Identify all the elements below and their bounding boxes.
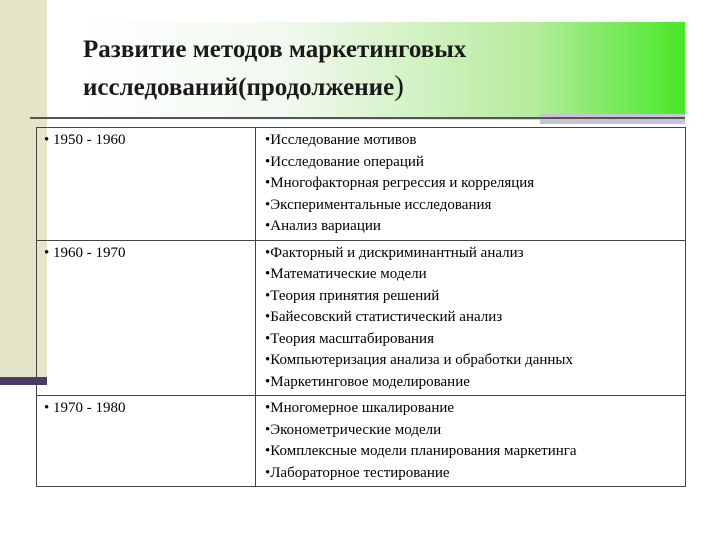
title-line-1: Развитие методов маркетинговых <box>83 36 467 63</box>
method-item: •Теория принятия решений <box>265 287 440 304</box>
method-item: •Компьютеризация анализа и обработки данных <box>265 352 573 368</box>
methods-cell <box>256 128 686 241</box>
method-item: •Байесовский статистический анализ <box>265 309 503 325</box>
period-cell: • 1960 - 1970 <box>37 240 256 396</box>
method-item: •Факторный и дискриминантный анализ <box>265 244 524 261</box>
period-cell: • 1970 - 1980 <box>37 396 256 487</box>
method-item: •Комплексные модели планирования маркетинга <box>265 443 577 459</box>
title-paren: ) <box>394 70 404 102</box>
title-underline-band <box>540 114 685 124</box>
method-item: •Математические модели <box>265 266 427 282</box>
method-item: •Маркетинговое моделирование <box>265 373 470 390</box>
method-item: •Многофакторная регрессия и корреляция <box>265 175 535 191</box>
method-item: •Многомерное шкалирование <box>265 400 455 416</box>
method-item: •Исследование мотивов <box>265 132 417 148</box>
methods-cell <box>256 396 686 487</box>
title-line-2: исследований(продолжение <box>83 74 395 101</box>
table-row <box>37 396 686 487</box>
method-item: •Исследование операций <box>265 153 424 170</box>
method-item: •Теория масштабирования <box>265 330 434 347</box>
period-cell: • 1950 - 1960 <box>37 128 256 241</box>
table-row <box>37 240 686 396</box>
methods-timeline-table <box>36 127 686 487</box>
method-item: •Эконометрические модели <box>265 421 442 438</box>
method-item: •Экспериментальные исследования <box>265 196 492 213</box>
title-underline <box>30 117 685 119</box>
methods-cell <box>256 240 686 396</box>
slide-title <box>83 31 673 106</box>
table-row <box>37 128 686 241</box>
method-item: •Анализ вариации <box>265 218 381 234</box>
method-item: •Лабораторное тестирование <box>265 464 450 481</box>
